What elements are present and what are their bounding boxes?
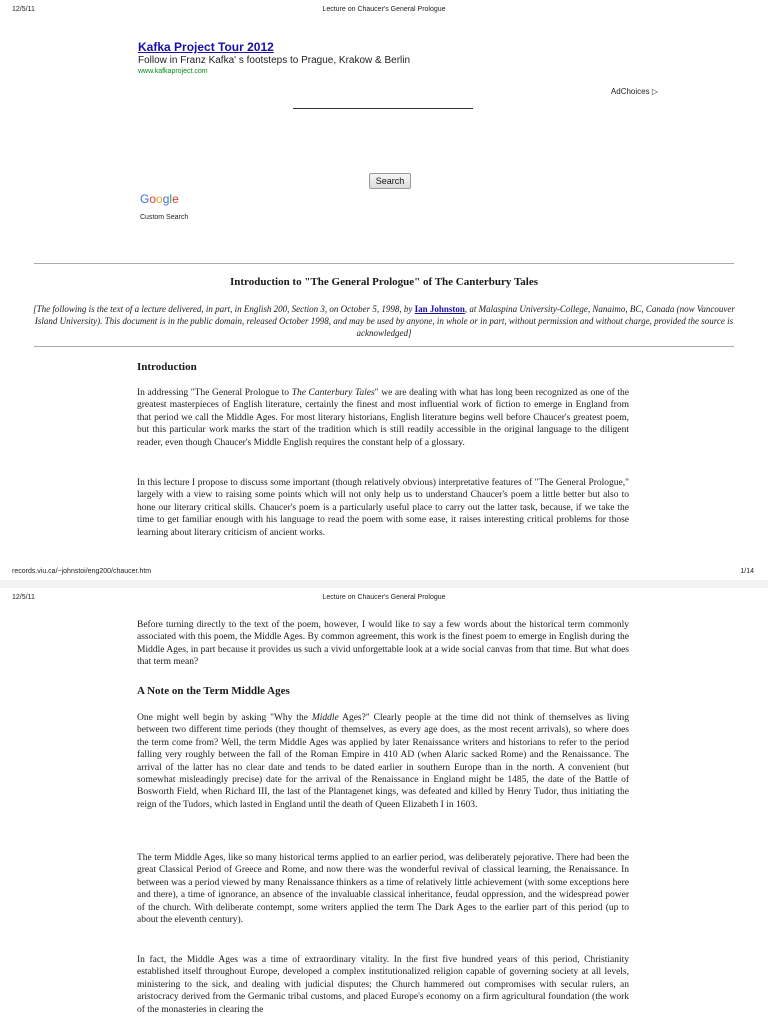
ad-title-link[interactable]: Kafka Project Tour 2012: [138, 40, 274, 54]
google-logo: Google: [140, 192, 179, 206]
print-title: Lecture on Chaucer's General Prologue: [322, 594, 446, 601]
paragraph: In this lecture I propose to discuss some important (though relatively obvious) interpretative features of "The General Prologue," largely with a view to raising some points which will not only help us to understand Chaucer's poem a little better but also to hone our literary critical skills. Chaucer's poem is a particularly useful place to carry out the latter task, because, if we take the time to get familiar enough with his language to read the poem with some ease, it raises interesting critical problems for those learning about literary criticism of ancient works.: [137, 478, 629, 538]
paragraph: The term Middle Ages, like so many historical terms applied to an earlier period, was deliberately pejorative. There had been the great Classical Period of Greece and Rome, and now there was the wonderful revival of classical learning, the Renaissance. In between was a period viewed by many Renaissance thinkers as a time of relatively little achievement (with some exceptions here and there), a time of ignorance, an absence of the invaluable classical inheritance, feudal oppression, and the widespread power of the church. With deliberate contempt, some writers applied the term The Dark Ages to the earlier part of this period (up to about the eleventh century).: [137, 853, 629, 926]
pdf-page-2: [0, 588, 768, 1024]
ad-block: [138, 40, 410, 75]
intro-note: [The following is the text of a lecture delivered, in part, in English 200, Section 3, on October 5, 1998, by Ian Johnston, at Malaspina University-College, Nanaimo, BC, Canada (now Vancouver Island University). This document is in the public domain, released October 1998, and may be used by anyone, in whole or in part, without permission and without charge, provided the source is acknowledged]: [33, 304, 735, 338]
search-button[interactable]: Search: [369, 173, 411, 189]
page-number: 1/14: [740, 568, 754, 575]
ad-text: Follow in Franz Kafka' s footsteps to Prague, Krakow & Berlin: [138, 55, 411, 66]
page-title: Introduction to "The General Prologue" of The Canterbury Tales: [229, 276, 538, 288]
print-date: 12/5/11: [12, 6, 35, 13]
section-heading-middle-ages: A Note on the Term Middle Ages: [137, 685, 290, 697]
paragraph: In addressing "The General Prologue to The Canterbury Tales" we are dealing with what has long been recognized as one of the greatest masterpieces of English literature, certainly the finest and most influential work of fiction to emerge in England from that period we call the Middle Ages. For most literary historians, English literature begins well before Chaucer's greatest poem, but this particular work marks the start of the tradition which is still readily accessible in the original language to the diligent reader, even though Chaucer's Middle English requires the constant help of a glossary.: [137, 388, 629, 448]
author-link[interactable]: Ian Johnston: [414, 304, 465, 314]
search-input[interactable]: [293, 108, 473, 109]
paragraph: One might well begin by asking "Why the Middle Ages?" Clearly people at the time did not think of themselves as living between two different time periods (they thought of themselves, as every age does, as the most recent arrivals), so where does the term come from? Well, the term Middle Ages was applied by later Renaissance writers and historians to refer to the period falling very roughly between the fall of the Roman Empire in 410 AD (when Alaric sacked Rome) and the Renaissance. The arrival of the latter has no clear date and tends to be dated earlier in southern Europe than in the north. A convenient (but somewhat misleadingly precise) date for the arrival of the Renaissance in England might be 1485, the date of the Battle of Bosworth Field, when Richard III, the last of the Plantagenet kings, was defeated and killed by Henry Tudor, thus initiating the reign of the Tudors, which lasted in England until the death of Queen Elizabeth I in 1603.: [137, 713, 629, 810]
paragraph: In fact, the Middle Ages was a time of extraordinary vitality. In the first five hundred years of this period, Christianity established itself throughout Europe, developed a complex institutionalized religion capable of governing society at all levels, ministering to the sick, and dealing with judicial disputes; the Church hammered out compromises with secular rulers, an aristocracy derived from the Germanic tribal customs, and placed Europe's economy on a firm agricultural foundation (the work of the monasteries in clearing the: [137, 955, 629, 1015]
adchoices-icon: ▷: [651, 87, 658, 96]
paragraph: Before turning directly to the text of the poem, however, I would like to say a few words about the historical term commonly associated with this poem, the Middle Ages. By common agreement, this work is the finest poem to emerge in English during the Middle Ages, in part because it provides us such a vivid unforgettable look at a wide social canvas from that time. But what does that term mean?: [137, 620, 629, 668]
adchoices-link[interactable]: [611, 87, 658, 96]
divider: [34, 346, 734, 347]
print-date: 12/5/11: [12, 594, 35, 601]
print-url: records.viu.ca/~johnstoi/eng200/chaucer.htm: [12, 568, 152, 575]
page-separator: [0, 580, 768, 588]
section-heading-introduction: Introduction: [137, 361, 197, 373]
custom-search-label: Custom Search: [140, 214, 189, 221]
print-title: Lecture on Chaucer's General Prologue: [322, 6, 446, 13]
adchoices-label: AdChoices: [610, 87, 650, 96]
ad-url-link[interactable]: www.kafkaproject.com: [138, 68, 208, 75]
divider: [34, 263, 734, 264]
